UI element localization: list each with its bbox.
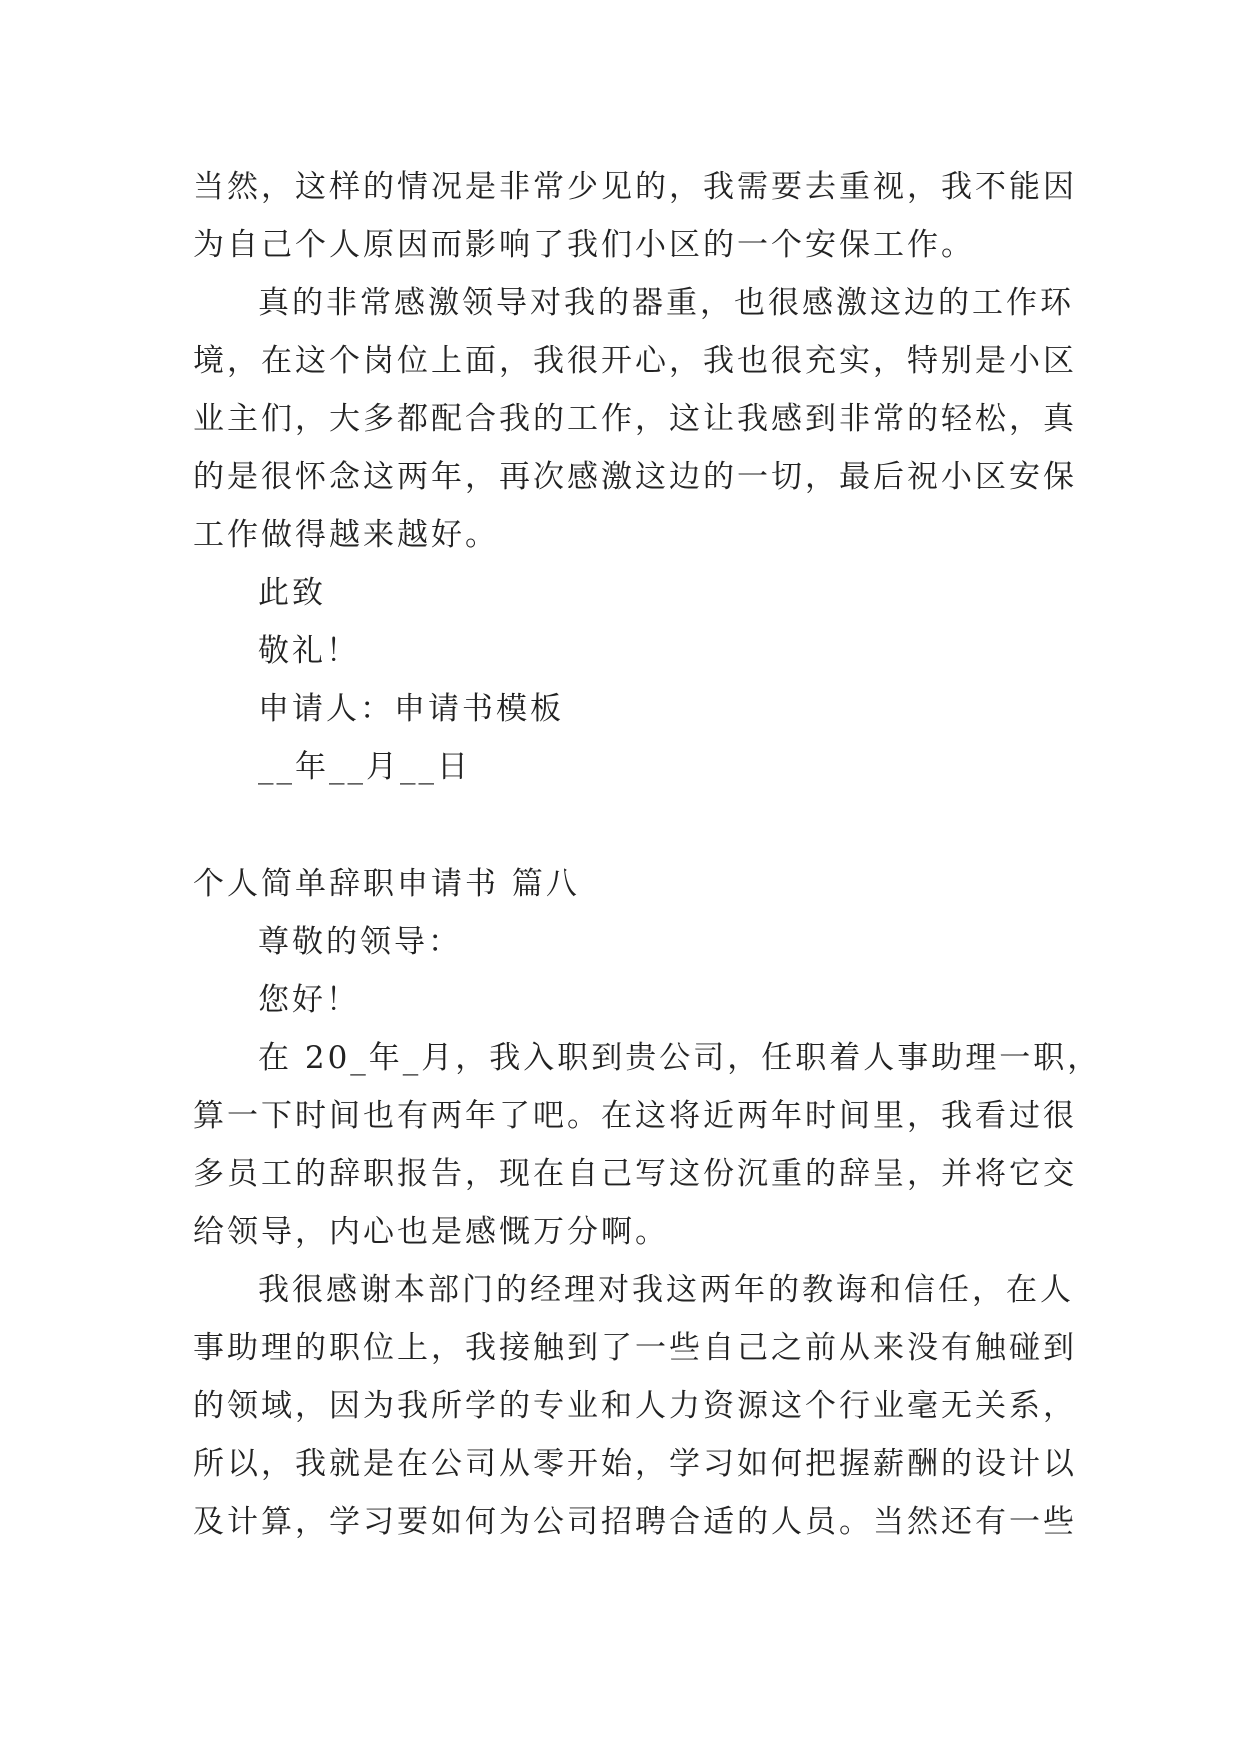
closing-line: 此致 (258, 575, 326, 611)
paragraph-line: 境，在这个岗位上面，我很开心，我也很充实，特别是小区 (193, 343, 1077, 379)
paragraph-line: 事助理的职位上，我接触到了一些自己之前从来没有触碰到 (193, 1330, 1077, 1366)
paragraph-line: 算一下时间也有两年了吧。在这将近两年时间里，我看过很 (193, 1098, 1077, 1134)
paragraph-line: 为自己个人原因而影响了我们小区的一个安保工作。 (193, 227, 975, 263)
paragraph-line: 给领导，内心也是感慨万分啊。 (193, 1214, 669, 1250)
paragraph-line: 我很感谢本部门的经理对我这两年的教诲和信任，在人 (258, 1272, 1074, 1308)
paragraph-line: 业主们，大多都配合我的工作，这让我感到非常的轻松，真 (193, 401, 1077, 437)
applicant-line: 申请人：申请书模板 (258, 691, 564, 727)
greeting: 您好！ (258, 982, 360, 1018)
paragraph-line: 工作做得越来越好。 (193, 517, 499, 553)
paragraph-line: 在 20_年_月，我入职到贵公司，任职着人事助理一职， (258, 1040, 1102, 1076)
closing-salute: 敬礼！ (258, 633, 360, 669)
paragraph-line: 及计算，学习要如何为公司招聘合适的人员。当然还有一些 (193, 1504, 1077, 1540)
salutation: 尊敬的领导： (258, 924, 462, 960)
paragraph-line: 的领域，因为我所学的专业和人力资源这个行业毫无关系， (193, 1388, 1077, 1424)
section-heading: 个人简单辞职申请书 篇八 (193, 866, 580, 902)
paragraph-line: 当然，这样的情况是非常少见的，我需要去重视，我不能因 (193, 169, 1077, 205)
paragraph-line: 真的非常感激领导对我的器重，也很感激这边的工作环 (258, 285, 1074, 321)
paragraph-line: 所以，我就是在公司从零开始，学习如何把握薪酬的设计以 (193, 1446, 1077, 1482)
paragraph-line: 的是很怀念这两年，再次感激这边的一切，最后祝小区安保 (193, 459, 1077, 495)
paragraph-line: 多员工的辞职报告，现在自己写这份沉重的辞呈，并将它交 (193, 1156, 1077, 1192)
date-line: __年__月__日 (258, 749, 471, 785)
